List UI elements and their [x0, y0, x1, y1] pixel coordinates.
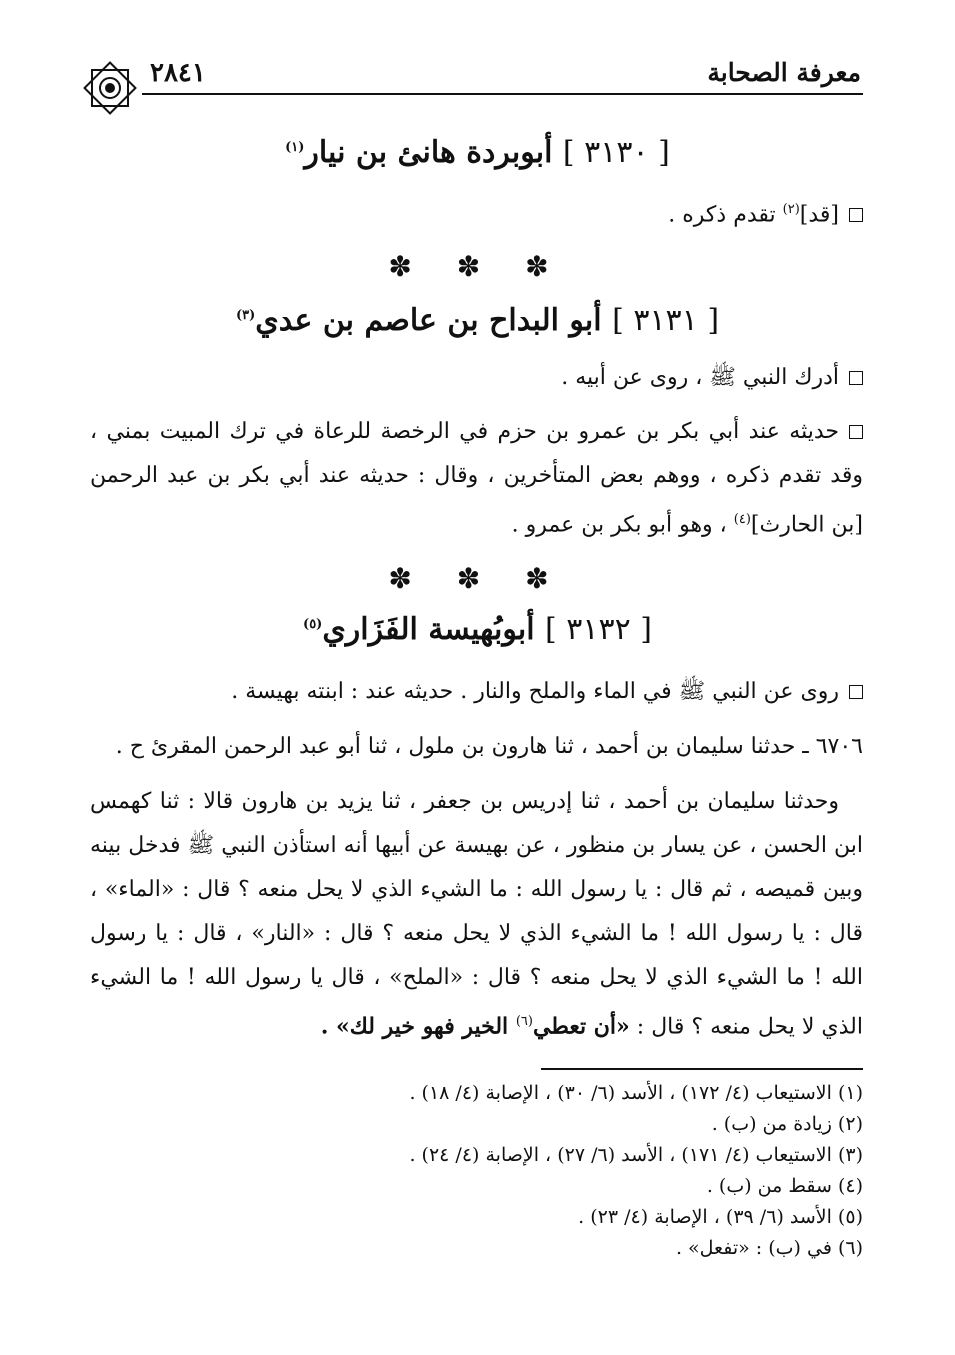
footnote-ref: (٢)	[782, 202, 800, 217]
entry-paragraph	[90, 356, 863, 400]
entry-name: أبوبُهيسة الفَزَاري	[322, 612, 535, 647]
footnote: (٥) الأسد (٦/ ٣٩) ، الإصابة (٤/ ٢٣) .	[578, 1206, 863, 1228]
footnote-ref: (٥)	[303, 617, 323, 632]
hadith-body	[90, 780, 863, 1049]
hadith-quote: «أن تعطي	[532, 1013, 630, 1040]
entry-paragraph	[90, 670, 863, 714]
paragraph-text: حديثه عند أبي بكر بن عمرو بن حزم في الرخصة للرعاة في ترك المبيت بمني ، وقد تقدم ذكره ، ووهم بعض المتأخرين ، وقال : حديثه عند أبي بكر بن عبد الرحمن [بن الحارث]	[90, 419, 863, 538]
footnote-ref: (٦)	[515, 1014, 533, 1029]
hadith-quote: الخير فهو خير لك» .	[320, 1013, 516, 1040]
star-ornament-icon	[80, 58, 140, 118]
hadith-isnad-line: ٦٧٠٦ ـ حدثنا سليمان بن أحمد ، ثنا هارون بن ملول ، ثنا أبو عبد الرحمن المقرئ ح .	[115, 734, 863, 759]
footnote: (١) الاستيعاب (٤/ ١٧٢) ، الأسد (٦/ ٣٠) ، الإصابة (٤/ ١٨) .	[409, 1082, 863, 1104]
paragraph-text: أدرك النبي ﷺ ، روى عن أبيه .	[561, 365, 839, 390]
paragraph-marker-icon	[849, 371, 863, 385]
entry-heading-3132	[80, 612, 875, 647]
footnote-ref: (١)	[285, 140, 305, 155]
paragraph-text: ، وهو أبو بكر بن عمرو .	[511, 512, 734, 538]
section-divider-stars: ✽ ✽ ✽	[388, 562, 567, 595]
footnote-ref: (٣)	[235, 308, 256, 323]
entry-paragraph	[90, 188, 863, 237]
page-number: ٢٨٤١	[150, 58, 206, 88]
section-divider-stars: ✽ ✽ ✽	[388, 250, 567, 283]
entry-paragraph	[90, 410, 863, 547]
footnotes	[90, 1078, 863, 1264]
entry-heading-3131	[80, 303, 875, 338]
entry-number: [ ٣١٣١ ]	[612, 303, 720, 338]
entry-number: [ ٣١٣٢ ]	[545, 612, 652, 647]
entry-name: أبوبردة هانئ بن نيار	[304, 135, 553, 170]
paragraph-text: تقدم ذكره .	[668, 202, 783, 228]
footnote: (٢) زيادة من (ب) .	[711, 1113, 863, 1135]
paragraph-marker-icon	[849, 208, 863, 222]
paragraph-marker-icon	[849, 425, 863, 439]
paragraph-text: روى عن النبي ﷺ في الماء والملح والنار . حديثه عند : ابنته بهيسة .	[231, 679, 839, 704]
footnote-separator	[541, 1068, 863, 1070]
paragraph-marker-icon	[849, 685, 863, 699]
entry-name: أبو البداح بن عاصم بن عدي	[255, 303, 602, 338]
entry-heading-3130	[80, 135, 875, 170]
hadith-text: وحدثنا سليمان بن أحمد ، ثنا إدريس بن جعفر ، ثنا يزيد بن هارون قالا : ثنا كهمس ابن الحسن ، عن يسار بن منظور ، عن بهيسة عن أبيها أنه استأذن النبي ﷺ فدخل بينه وبين قميصه ، ثم قال : يا رسول الله : ما الشيء الذي لا يحل منعه ؟ قال : «الماء» ، قال : يا رسول الله ! ما الشيء الذي لا يحل منعه ؟ قال : «النار» ، قال : يا رسول الله ! ما الشيء الذي لا يحل منعه ؟ قال : «الملح» ، قال يا رسول الله ! ما الشيء الذي لا يحل منعه ؟ قال :	[90, 789, 863, 1040]
paragraph-text: [قد]	[799, 202, 839, 228]
footnote: (٤) سقط من (ب) .	[706, 1175, 863, 1197]
footnote: (٣) الاستيعاب (٤/ ١٧١) ، الأسد (٦/ ٢٧) ، الإصابة (٤/ ٢٤) .	[409, 1144, 863, 1166]
footnote-ref: (٤)	[733, 512, 751, 527]
footnote: (٦) في (ب) : «تفعل» .	[675, 1237, 863, 1259]
header-rule	[142, 93, 863, 95]
running-header-title: معرفة الصحابة	[707, 58, 861, 87]
entry-number: [ ٣١٣٠ ]	[562, 135, 670, 170]
